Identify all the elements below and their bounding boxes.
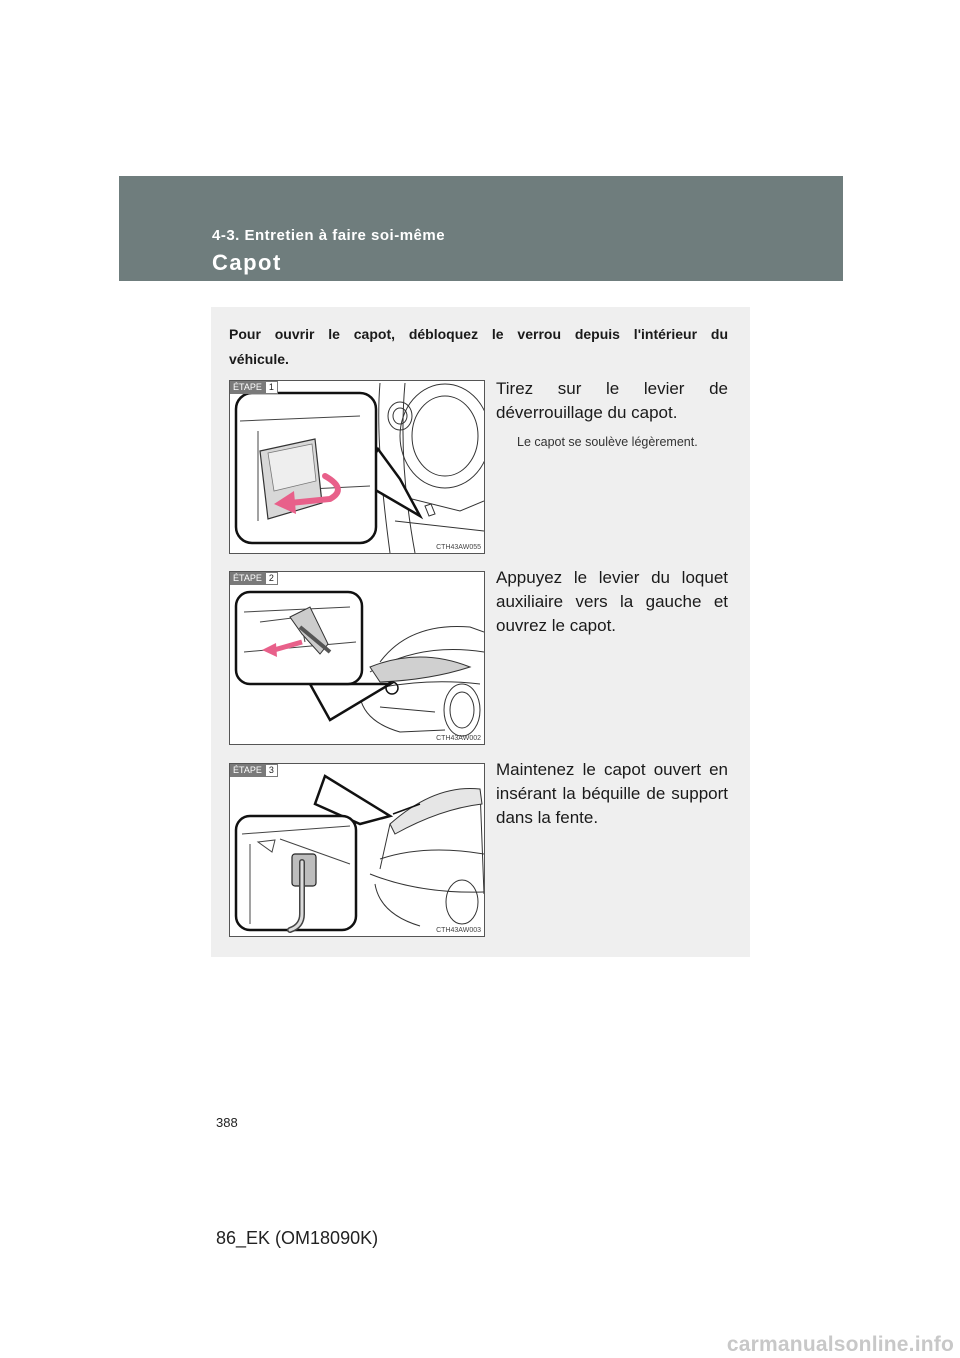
hood-release-lever-drawing xyxy=(230,381,484,553)
step-badge-number: 1 xyxy=(265,381,278,394)
manual-model-code: 86_EK (OM18090K) xyxy=(216,1228,379,1248)
step-2-badge xyxy=(230,572,278,585)
page-number: 388 xyxy=(216,1115,238,1130)
step-2-illustration xyxy=(229,571,485,745)
step-1-image-code: CTH43AW055 xyxy=(436,544,481,551)
step-1-text: Tirez sur le levier de déverrouillage du capot. xyxy=(496,379,728,422)
watermark-text: carmanualsonline.info xyxy=(726,1333,954,1356)
step-1-note: Le capot se soulève légèrement. xyxy=(517,435,698,449)
chapter-header xyxy=(119,176,843,281)
page-title: Capot xyxy=(212,250,282,275)
step-1-illustration xyxy=(229,380,485,554)
auxiliary-latch-drawing xyxy=(230,572,484,744)
intro-text: Pour ouvrir le capot, débloquez le verrou depuis l'intérieur du véhicule. xyxy=(229,326,728,367)
step-badge-label: ÉTAPE xyxy=(230,764,265,777)
step-badge-label: ÉTAPE xyxy=(230,381,265,394)
hood-support-rod-drawing xyxy=(230,764,484,936)
section-title: 4-3. Entretien à faire soi-même xyxy=(212,227,446,244)
step-3-badge xyxy=(230,764,278,777)
step-1-badge xyxy=(230,381,278,394)
step-badge-number: 3 xyxy=(265,764,278,777)
step-3-image-code: CTH43AW003 xyxy=(436,927,481,934)
step-3-illustration xyxy=(229,763,485,937)
step-badge-number: 2 xyxy=(265,572,278,585)
step-2-text: Appuyez le levier du loquet auxiliaire vers la gauche et ouvrez le capot. xyxy=(496,568,728,635)
step-2-image-code: CTH43AW002 xyxy=(436,735,481,742)
step-badge-label: ÉTAPE xyxy=(230,572,265,585)
instruction-panel xyxy=(211,307,750,957)
step-3-text: Maintenez le capot ouvert en insérant la béquille de support dans la fente. xyxy=(496,760,728,827)
